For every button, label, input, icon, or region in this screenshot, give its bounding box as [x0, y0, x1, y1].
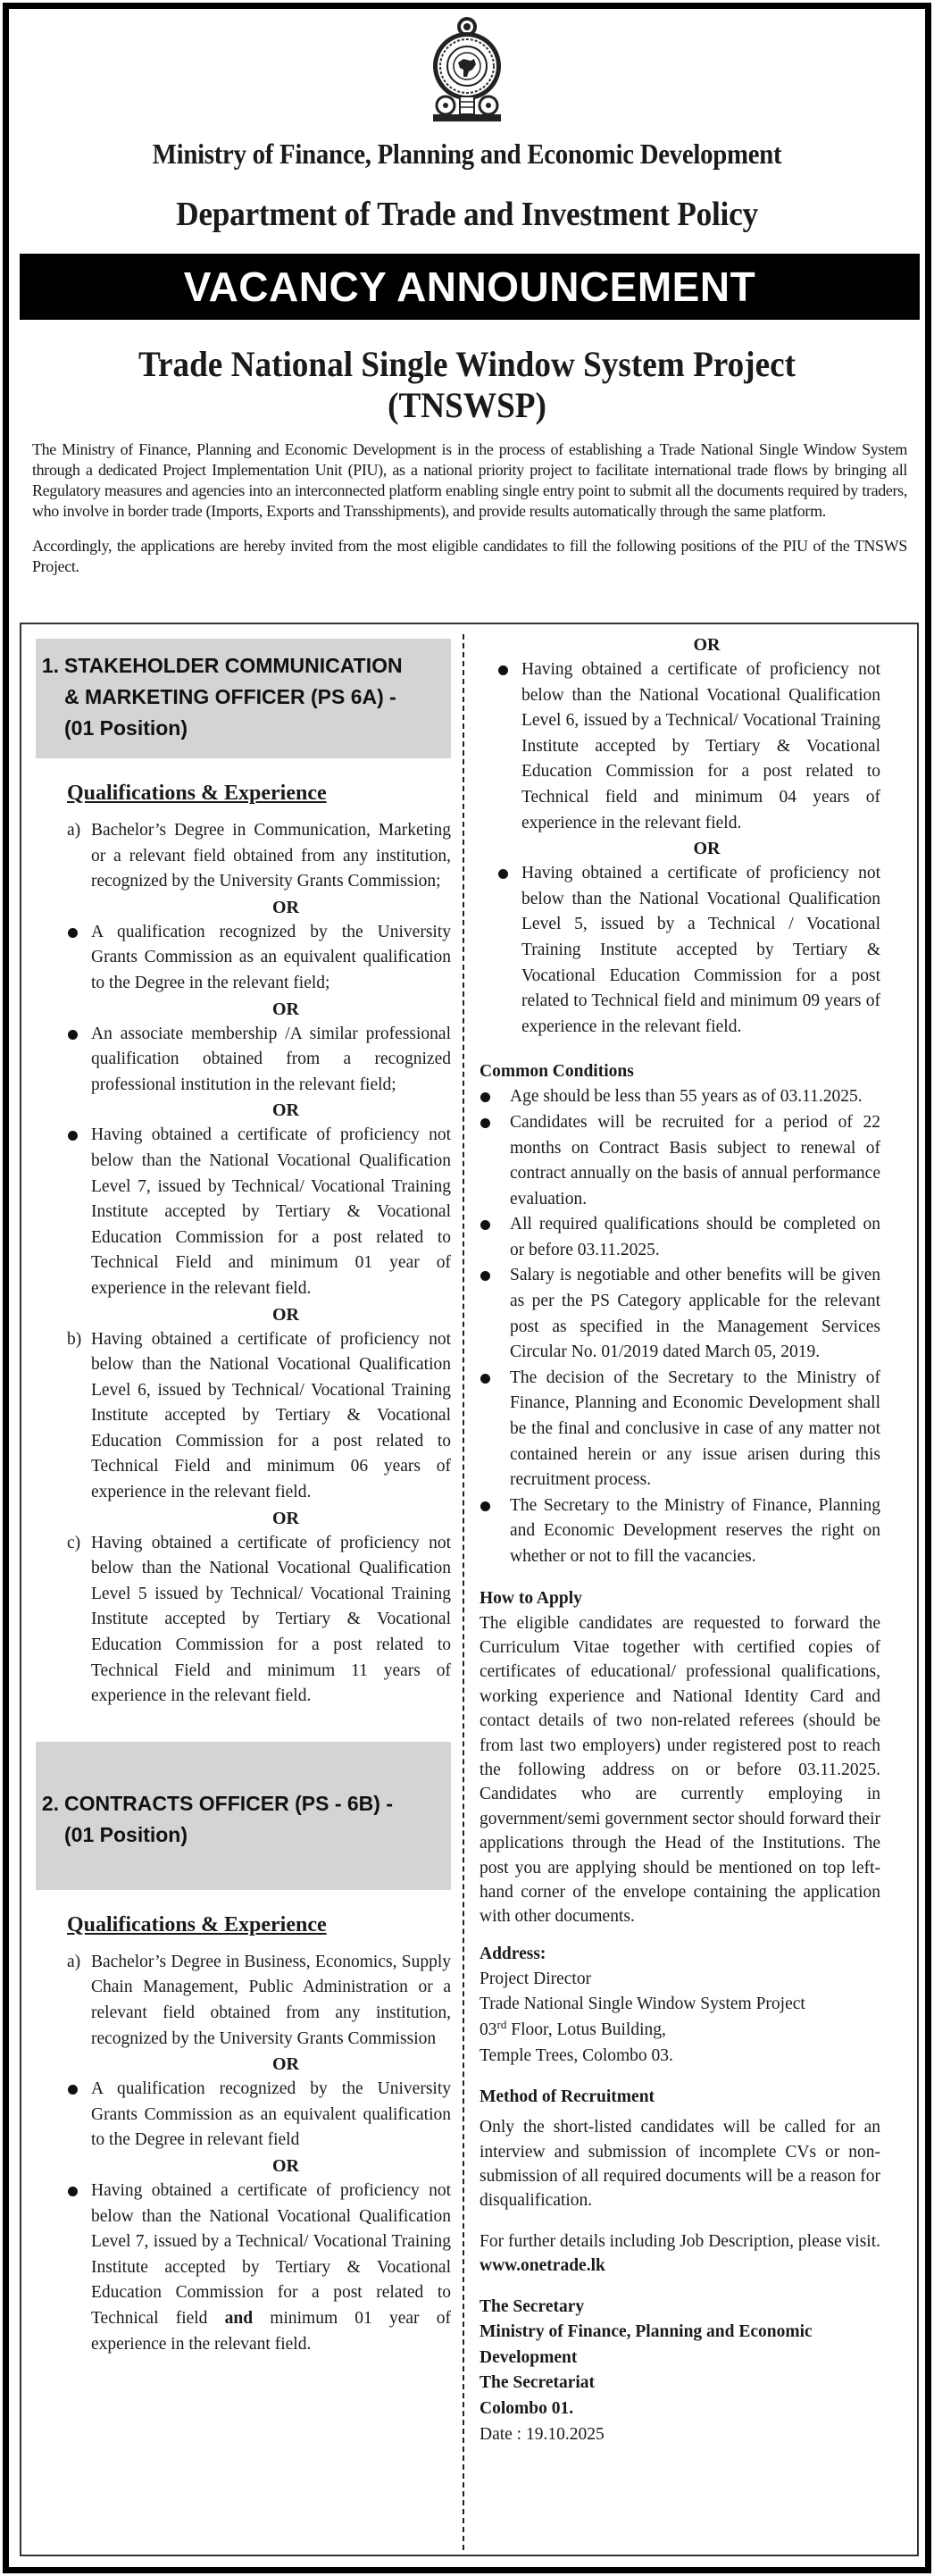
position-title-line: (01 Position)	[64, 716, 188, 740]
qualification-item	[67, 2077, 451, 2154]
address-line: Trade National Single Window System Project	[480, 1995, 805, 2014]
address-floor-number: 03	[480, 2020, 497, 2040]
address-line: Temple Trees, Colombo 03.	[480, 2045, 673, 2065]
condition-text: Age should be less than 55 years as of 03.11.2025.	[510, 1087, 863, 1107]
signature-line: The Secretary	[480, 2296, 585, 2316]
qualification-item	[67, 1531, 451, 1710]
left-column	[36, 639, 451, 2357]
position-title-line: STAKEHOLDER COMMUNICATION	[64, 654, 403, 677]
condition-item	[480, 1263, 880, 1365]
item-marker: c)	[67, 1533, 81, 1552]
vacancy-banner: VACANCY ANNOUNCEMENT	[20, 254, 920, 320]
or-separator: OR	[272, 2155, 299, 2176]
address-building: Floor, Lotus Building,	[506, 2020, 666, 2040]
item-marker: a)	[67, 1952, 81, 1971]
item-text: Having obtained a certificate of proficiency not below than the National Vocational Qualification Level 5 issued by Technical/ Vocational Training Institute accepted by Tertiary & Vocational Education Commission for a post related to Technical Field and minimum 11 years of experience in the relevant field.	[91, 1533, 451, 1706]
signature-line: Colombo 01.	[480, 2399, 574, 2419]
item-marker: b)	[67, 1329, 82, 1349]
common-conditions-list	[480, 1084, 880, 1569]
method-of-recruitment-text: Only the short-listed candidates will be called for an interview and submission of incomplete CVs or non-submission of all required documents will be a reason for disqualification.	[480, 2118, 880, 2211]
or-separator: OR	[693, 839, 721, 859]
item-text	[91, 2179, 451, 2357]
qualification-item	[67, 1022, 451, 1099]
website-link[interactable]: www.onetrade.lk	[480, 2256, 605, 2276]
condition-text: All required qualifications should be completed on or before 03.11.2025.	[510, 1215, 880, 1259]
further-details-text: For further details including Job Description, please visit.	[480, 2231, 880, 2251]
qualification-item	[67, 1327, 451, 1506]
intro-paragraph: The Ministry of Finance, Planning and Economic Development is in the process of establishing a Trade National Single Window System through a dedicated Project Implementation Unit (PIU), as a national priority project to facilitate international trade flows by bringing all Regulatory measures and agencies into an interconnected platform enabling single entry point to submit all the documents required by traders, who involve in border trade (Imports, Exports and Transshipments), and provide results automatically through the same platform.	[32, 440, 907, 520]
position-title-line: (01 Position)	[64, 1822, 188, 1846]
or-separator: OR	[272, 1508, 299, 1528]
item-text: Having obtained a certificate of proficiency not below than the National Vocational Qualification Level 6, issued by Technical/ Vocational Training Institute accepted by Tertiary & Vocational Education Commission for a post related to Technical Field and minimum 06 years of experience in the relevant field.	[91, 1329, 451, 1502]
announcement-date: Date : 19.10.2025	[480, 2424, 605, 2444]
item-text-part: minimum 01 year of experience in the relevant field.	[91, 2308, 451, 2354]
position-title-line: CONTRACTS OFFICER (PS - 6B) -	[64, 1791, 393, 1815]
qualification-item	[67, 920, 451, 997]
item-text-bold: and	[224, 2308, 254, 2328]
or-separator: OR	[272, 1100, 299, 1121]
bullet-icon	[67, 2179, 91, 2357]
address-floor-suffix: rd	[496, 2018, 507, 2032]
condition-text: The decision of the Secretary to the Ministry of Finance, Planning and Economic Development shall be the final and conclusive in case of any matter not contained herein or any issue arisen during this recruitment process.	[510, 1367, 880, 1490]
project-title-line2: (TNSWSP)	[388, 385, 546, 425]
project-title	[33, 344, 902, 426]
position-2-qualifications	[67, 1950, 451, 2357]
bullet-icon	[67, 2077, 91, 2154]
bullet-icon	[480, 1084, 510, 1110]
condition-text: Candidates will be recruited for a period of 22 months on Contract Basis subject to renewal of contract annually on the basis of annual performance evaluation.	[510, 1112, 880, 1209]
bullet-icon	[497, 657, 521, 836]
position-2-qualifications-continued	[497, 632, 880, 1040]
qualification-item	[67, 1123, 451, 1301]
position-title-line: & MARKETING OFFICER (PS 6A) -	[64, 685, 396, 708]
qualification-item	[67, 2179, 451, 2357]
item-marker: a)	[67, 821, 81, 840]
bullet-icon	[480, 1212, 510, 1263]
qualification-item	[67, 1950, 451, 2052]
bullet-icon	[480, 1110, 510, 1212]
position-number: 1.	[41, 654, 59, 677]
address-line: Project Director	[480, 1969, 592, 1988]
position-1-qualifications	[67, 818, 451, 1710]
signature-line: The Secretariat	[480, 2373, 596, 2393]
or-separator: OR	[272, 999, 299, 1019]
item-text: A qualification recognized by the University Grants Commission as an equivalent qualification to the Degree in the relevant field;	[91, 922, 451, 992]
item-text: Bachelor’s Degree in Business, Economics, Supply Chain Management, Public Administration or a relevant field obtained from any institution, recognized by the University Grants Commission	[91, 1952, 451, 2048]
address-block	[480, 1967, 880, 2069]
or-separator: OR	[272, 897, 299, 917]
item-text: A qualification recognized by the University Grants Commission as an equivalent qualification to the Degree in relevant field	[91, 2079, 451, 2150]
item-text: Having obtained a certificate of proficiency not below than the National Vocational Qualification Level 7, issued by Technical/ Vocational Training Institute accepted by Tertiary & Vocational Education Commission for a post related to Technical Field and minimum 01 year of experience in the relevant field.	[91, 1125, 451, 1298]
department-name: Department of Trade and Investment Policy	[176, 196, 758, 233]
qualification-item	[497, 657, 880, 836]
item-text-part: Having obtained a certificate of proficiency not below than the National Vocational Qualification Level 7, issued by a Technical/ Vocational Training Institute accepted by Tertiary & Vocational Education Commission for a post related to Technical field	[91, 2180, 451, 2328]
bullet-icon	[67, 920, 91, 997]
bullet-icon	[67, 1022, 91, 1099]
further-details	[480, 2229, 880, 2279]
qualification-item	[497, 861, 880, 1040]
how-to-apply-text: The eligible candidates are requested to forward the Curriculum Vitae together with certified copies of certificates of educational/ professional qualifications, working experience and National Identity Card and contact details of two non-related referees (should be from last two employers) under registered post to reach the following address on or before 03.11.2025. Candidates who are currently employing in government/semi government sector should forward their applications through the Head of the Institutions. The post you are applying should be mentioned on top left-hand corner of the envelope containing the application with other documents.	[480, 1613, 880, 1927]
signature-line: Ministry of Finance, Planning and Economic Development	[480, 2322, 813, 2367]
or-separator: OR	[272, 1304, 299, 1325]
qualifications-heading: Qualifications & Experience	[67, 782, 327, 805]
bullet-icon	[497, 861, 521, 1040]
item-text: An associate membership /A similar professional qualification obtained from a recognized professional institution in the relevant field;	[91, 1024, 451, 1094]
ministry-name: Ministry of Finance, Planning and Economic Development	[152, 138, 782, 170]
condition-item	[480, 1084, 880, 1110]
address-heading: Address:	[480, 1944, 546, 1963]
qualification-item	[67, 818, 451, 895]
column-divider	[463, 634, 464, 2550]
intro	[32, 439, 907, 577]
condition-text: The Secretary to the Ministry of Finance, Planning and Economic Development reserves the right on whether or not to fill the vacancies.	[510, 1495, 880, 1566]
common-conditions-heading: Common Conditions	[480, 1062, 634, 1082]
bullet-icon	[67, 1123, 91, 1301]
sri-lanka-state-emblem-icon	[428, 14, 506, 123]
address-line	[480, 2018, 880, 2044]
project-title-line1: Trade National Single Window System Project	[138, 344, 796, 384]
condition-item	[480, 1110, 880, 1212]
method-of-recruitment-heading: Method of Recruitment	[480, 2087, 655, 2107]
right-column	[480, 632, 880, 2447]
position-2-header	[36, 1742, 451, 1890]
how-to-apply-heading: How to Apply	[480, 1588, 582, 1608]
qualifications-heading: Qualifications & Experience	[67, 1912, 327, 1936]
signature-block	[480, 2295, 880, 2448]
condition-item	[480, 1212, 880, 1263]
bullet-icon	[480, 1263, 510, 1365]
or-separator: OR	[272, 2054, 299, 2075]
item-text: Having obtained a certificate of proficiency not below than the National Vocational Qualification Level 5, issued by a Technical / Vocational Training Institute accepted by Tertiary & Vocational Education Commission for a post related to Technical field and minimum 09 years of experience in the relevant field.	[521, 864, 880, 1036]
position-title	[64, 650, 442, 744]
condition-text: Salary is negotiable and other benefits will be given as per the PS Category applicable for the relevant post as specified in the Management Services Circular No. 01/2019 dated March 05, 2019.	[510, 1266, 880, 1362]
condition-item	[480, 1366, 880, 1493]
item-text: Bachelor’s Degree in Communication, Marketing or a relevant field obtained from any institution, recognized by the University Grants Commission;	[91, 821, 451, 891]
intro-paragraph: Accordingly, the applications are hereby invited from the most eligible candidates to fill the following positions of the PIU of the TNSWS Project.	[32, 537, 907, 575]
or-separator: OR	[693, 635, 721, 655]
item-text: Having obtained a certificate of proficiency not below than the National Vocational Qualification Level 6, issued by a Technical/ Vocational Training Institute accepted by Tertiary & Vocational Education Commission for a post related to Technical field and minimum 04 years of experience in the relevant field.	[521, 660, 880, 832]
bullet-icon	[480, 1493, 510, 1570]
bullet-icon	[480, 1366, 510, 1493]
position-1-header	[36, 639, 451, 758]
condition-item	[480, 1493, 880, 1570]
position-number: 2.	[41, 1791, 59, 1815]
position-title	[64, 1788, 442, 1851]
